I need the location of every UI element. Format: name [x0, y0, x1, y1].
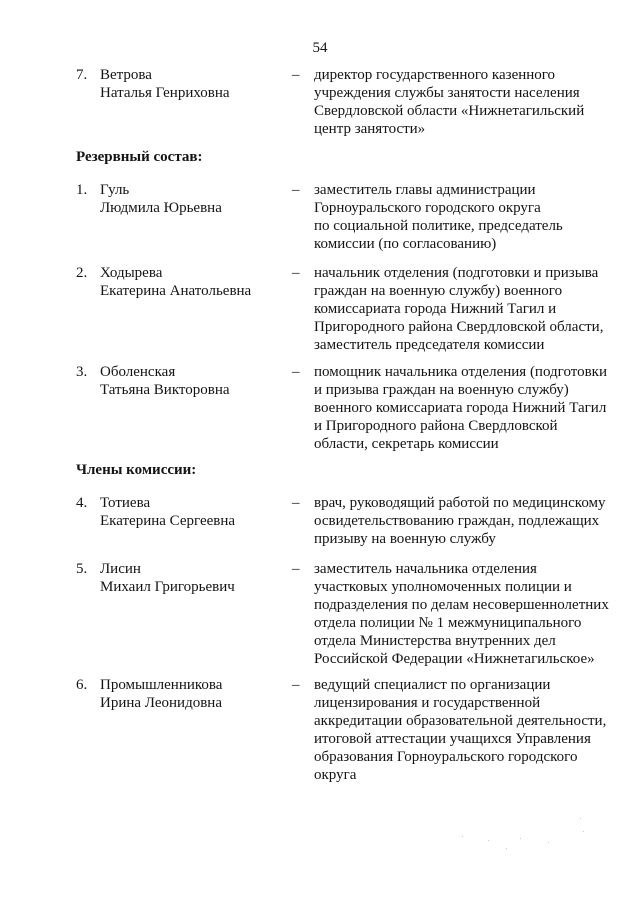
entry-name	[100, 494, 285, 530]
role-line: директор государственного казенного	[314, 67, 556, 83]
entry-number: 7.	[76, 67, 88, 83]
role-line: участковых уполномоченных полиции и	[314, 579, 572, 595]
entry-surname: Тотиева	[100, 495, 151, 511]
role-line: начальник отделения (подготовки и призыва	[314, 265, 599, 281]
entry-role	[314, 494, 624, 548]
entry-role	[314, 560, 624, 668]
role-line: граждан на военную службу) военного	[314, 283, 563, 299]
entry-dash: –	[292, 561, 300, 577]
entry-role	[314, 181, 624, 253]
role-line: подразделения по делам несовершеннолетних	[314, 597, 609, 613]
role-line: аккредитации образовательной деятельности,	[314, 713, 607, 729]
entry-surname: Гуль	[100, 182, 130, 198]
role-line: помощник начальника отделения (подготовки	[314, 364, 607, 380]
role-line: комиссариата города Нижний Тагил и	[314, 301, 557, 317]
role-line: и призыва граждан на военную службу)	[314, 382, 569, 398]
role-line: комиссии (по согласованию)	[314, 236, 497, 252]
entry-given-names: Наталья Генриховна	[100, 85, 230, 101]
entry-number: 4.	[76, 495, 88, 511]
entry-given-names: Людмила Юрьевна	[100, 200, 222, 216]
entry-role	[314, 264, 624, 354]
role-line: Свердловской области «Нижнетагильский	[314, 103, 585, 119]
entry-role	[314, 676, 624, 784]
members-heading: Члены комиссии:	[76, 462, 197, 478]
entry-given-names: Екатерина Анатольевна	[100, 283, 252, 299]
role-line: образования Горноуральского городского	[314, 749, 578, 765]
role-line: заместитель председателя комиссии	[314, 337, 545, 353]
entry-number: 5.	[76, 561, 88, 577]
entry-surname: Оболенская	[100, 364, 176, 380]
role-line: врач, руководящий работой по медицинскому	[314, 495, 606, 511]
entry-dash: –	[292, 364, 300, 380]
entry-given-names: Ирина Леонидовна	[100, 695, 222, 711]
entry-number: 6.	[76, 677, 88, 693]
role-line: ведущий специалист по организации	[314, 677, 551, 693]
entry-number: 2.	[76, 265, 88, 281]
entry-dash: –	[292, 67, 300, 83]
entry-dash: –	[292, 677, 300, 693]
role-line: заместитель главы администрации	[314, 182, 536, 198]
entry-surname: Промышленникова	[100, 677, 223, 693]
entry-dash: –	[292, 495, 300, 511]
entry-name	[100, 66, 285, 102]
role-line: лицензирования и государственной	[314, 695, 541, 711]
entry-name	[100, 676, 285, 712]
entry-role	[314, 363, 624, 453]
entry-surname: Лисин	[100, 561, 141, 577]
entry-surname: Ходырева	[100, 265, 163, 281]
role-line: учреждения службы занятости населения	[314, 85, 580, 101]
entry-name	[100, 560, 285, 596]
role-line: и Пригородного района Свердловской	[314, 418, 558, 434]
entry-role	[314, 66, 624, 138]
reserve-heading: Резервный состав:	[76, 149, 203, 165]
role-line: отдела Министерства внутренних дел	[314, 633, 556, 649]
role-line: Горноуральского городского округа	[314, 200, 541, 216]
entry-dash: –	[292, 182, 300, 198]
role-line: военного комиссариата города Нижний Тагил	[314, 400, 607, 416]
role-line: итоговой аттестации учащихся Управления	[314, 731, 591, 747]
entry-dash: –	[292, 265, 300, 281]
role-line: отдела полиции № 1 межмуниципального	[314, 615, 582, 631]
role-line: призыву на военную службу	[314, 531, 496, 547]
entry-name	[100, 181, 285, 217]
role-line: центр занятости»	[314, 121, 426, 137]
entry-given-names: Михаил Григорьевич	[100, 579, 235, 595]
page-number: 54	[312, 40, 328, 56]
entry-given-names: Татьяна Викторовна	[100, 382, 230, 398]
entry-name	[100, 363, 285, 399]
role-line: освидетельствованию граждан, подлежащих	[314, 513, 600, 529]
role-line: Российской Федерации «Нижнетагильское»	[314, 651, 595, 667]
entry-surname: Ветрова	[100, 67, 152, 83]
role-line: Пригородного района Свердловской области,	[314, 319, 604, 335]
role-line: области, секретарь комиссии	[314, 436, 499, 452]
entry-name	[100, 264, 285, 300]
entry-number: 3.	[76, 364, 88, 380]
role-line: по социальной политике, председатель	[314, 218, 563, 234]
entry-number: 1.	[76, 182, 88, 198]
entry-given-names: Екатерина Сергеевна	[100, 513, 236, 529]
role-line: округа	[314, 767, 357, 783]
role-line: заместитель начальника отделения	[314, 561, 537, 577]
